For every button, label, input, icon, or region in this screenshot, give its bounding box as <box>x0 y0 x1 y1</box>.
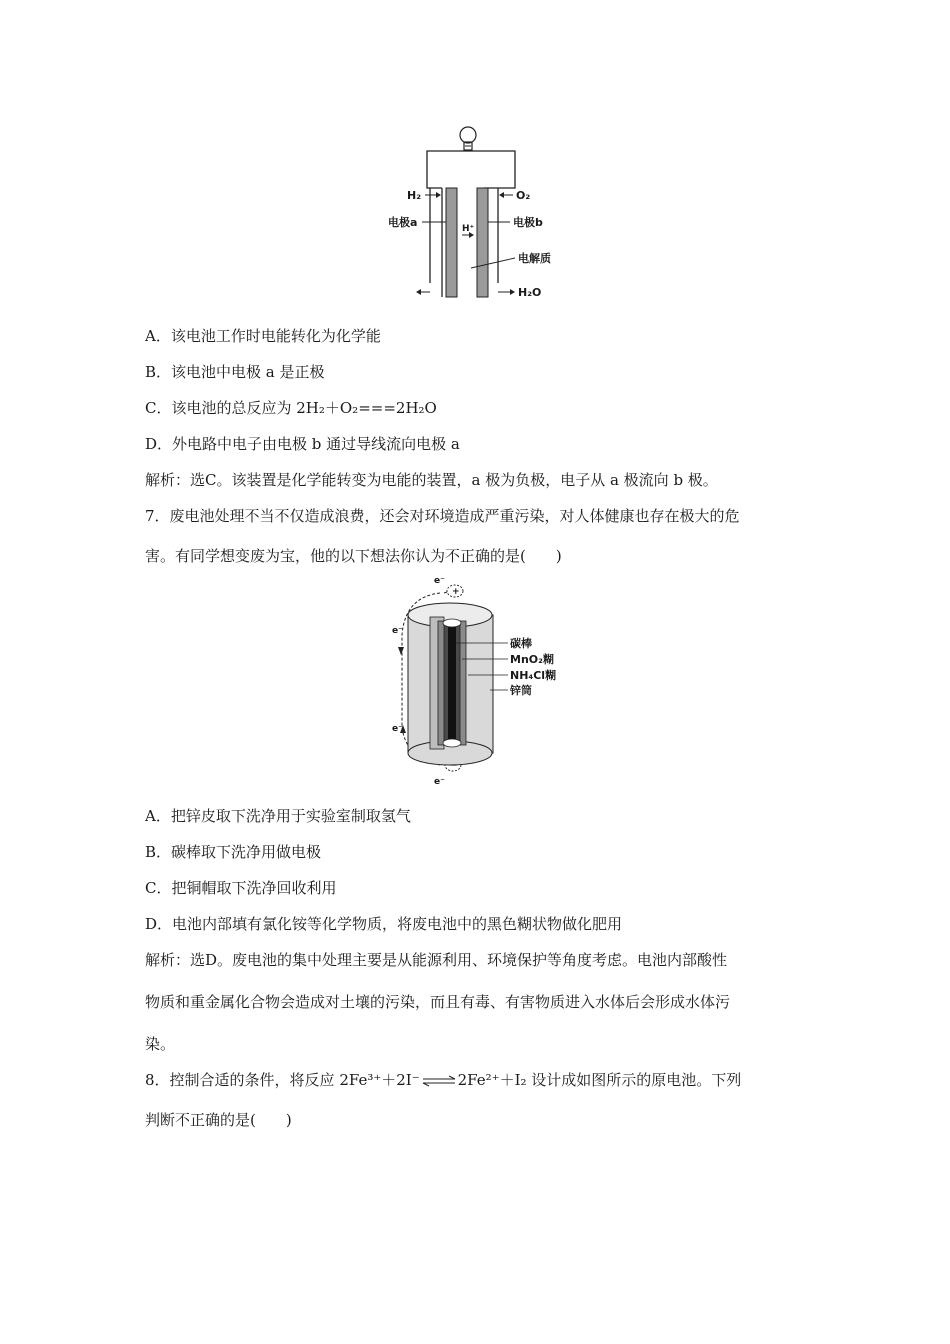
nh4cl-paste-label: NH₄Cl糊 <box>510 669 557 682</box>
electron-label-left-top: e⁻ <box>392 626 403 636</box>
electrode-a-label: 电极a <box>388 216 418 229</box>
o2-label: O₂ <box>516 189 531 202</box>
q7-analysis-line-1: 解析：选D。废电池的集中处理主要是从能源利用、环境保护等角度考虑。电池内部酸性 <box>145 951 728 969</box>
q6-option-d: D．外电路中电子由电极 b 通过导线流向电极 a <box>145 435 460 453</box>
h2o-label: H₂O <box>518 286 542 299</box>
hplus-label: H⁺ <box>462 224 475 234</box>
q8-stem-line-1 <box>145 1070 741 1090</box>
q6-option-b: B．该电池中电极 a 是正极 <box>145 363 325 381</box>
fuel-cell-diagram <box>385 120 565 305</box>
q7-option-b: B．碳棒取下洗净用做电极 <box>145 843 322 861</box>
electron-label-left-bottom: e⁻ <box>392 724 403 734</box>
carbon-rod-label: 碳棒 <box>510 637 532 650</box>
electron-label-bottom: e⁻ <box>434 777 445 785</box>
equilibrium-arrow-icon <box>422 1075 456 1087</box>
positive-sign: + <box>452 587 460 597</box>
electrode-b <box>477 188 488 297</box>
q7-analysis-line-2: 物质和重金属化合物会造成对土壤的污染，而且有毒、有害物质进入水体后会形成水体污 <box>145 993 731 1011</box>
electrode-b-label: 电极b <box>513 216 543 229</box>
q7-analysis-line-3: 染。 <box>145 1035 176 1053</box>
q7-option-c: C．把铜帽取下洗净回收利用 <box>145 879 337 897</box>
zinc-can-label: 锌筒 <box>510 684 532 697</box>
q7-stem-line-2: 害。有同学想变废为宝，他的以下想法你认为不正确的是( ) <box>145 547 562 565</box>
light-bulb-icon <box>460 127 476 150</box>
negative-sign: − <box>450 761 458 771</box>
h2-label: H₂ <box>407 189 422 202</box>
dry-cell-diagram <box>390 575 570 785</box>
q8-stem-line-2: 判断不正确的是( ) <box>145 1111 292 1129</box>
mno2-paste-label: MnO₂糊 <box>510 653 554 666</box>
q7-stem-line-1: 7．废电池处理不当不仅造成浪费，还会对环境造成严重污染，对人体健康也存在极大的危 <box>145 507 740 525</box>
electrolyte-label: 电解质 <box>518 252 551 265</box>
electrode-a <box>446 188 457 297</box>
q8-stem-part-1: 8．控制合适的条件，将反应 2Fe³⁺＋2I⁻ <box>145 1071 420 1089</box>
q6-analysis: 解析：选C。该装置是化学能转变为电能的装置，a 极为负极，电子从 a 极流向 b 极。 <box>145 471 718 489</box>
q7-option-d: D．电池内部填有氯化铵等化学物质，将废电池中的黑色糊状物做化肥用 <box>145 915 623 933</box>
q7-option-a: A．把锌皮取下洗净用于实验室制取氢气 <box>145 807 411 825</box>
q8-stem-part-2: 2Fe²⁺＋I₂ 设计成如图所示的原电池。下列 <box>457 1071 742 1089</box>
q6-option-c: C．该电池的总反应为 2H₂＋O₂===2H₂O <box>145 399 437 417</box>
q6-option-a: A．该电池工作时电能转化为化学能 <box>145 327 381 345</box>
electron-label-top: e⁻ <box>434 576 445 586</box>
